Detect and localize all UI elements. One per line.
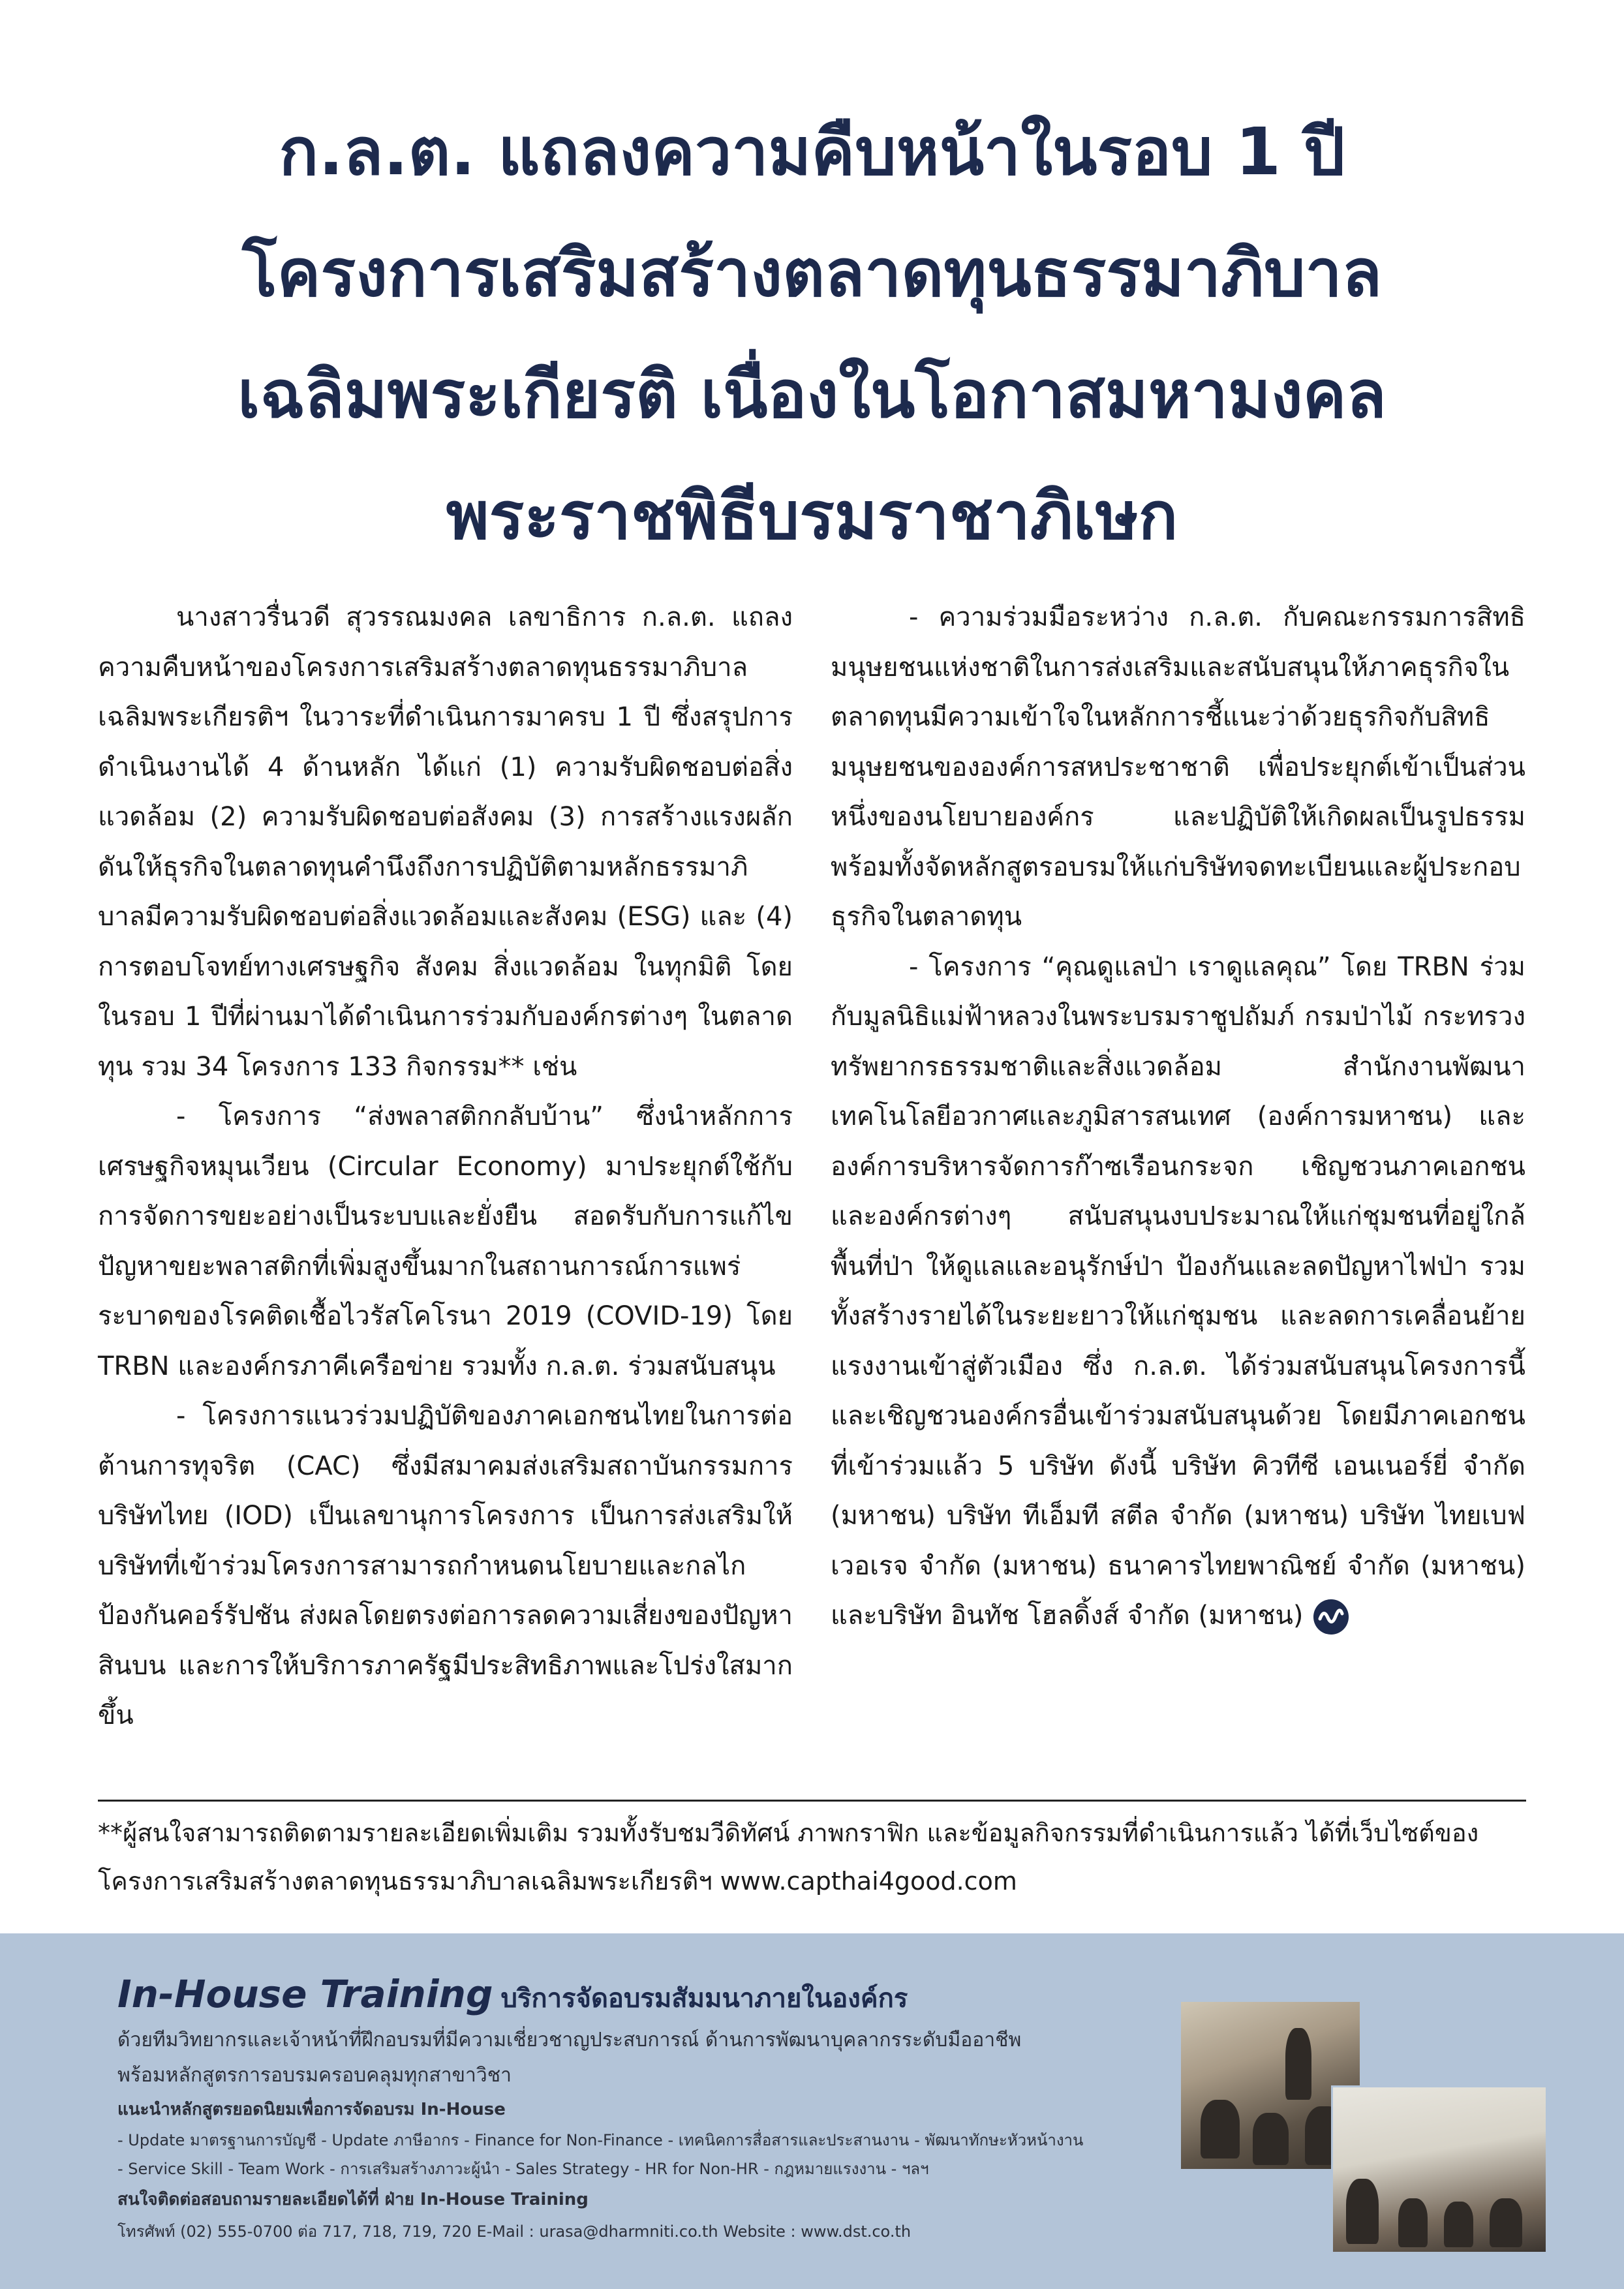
training-photo-2 bbox=[1331, 2085, 1548, 2254]
footnote bbox=[98, 1809, 1533, 1905]
banner-courses-2: - Service Skill - Team Work - การเสริมสร้างภาวะผู้นำ - Sales Strategy - HR for Non-HR - กฎหมายแรงงาน - ฯลฯ bbox=[117, 2160, 929, 2178]
headline-line-3: เฉลิมพระเกียรติ เนื่องในโอกาสมหามงคล bbox=[237, 356, 1387, 433]
banner-contact-heading: สนใจติดต่อสอบถามรายละเอียดได้ที่ ฝ่าย In-House Training bbox=[117, 2190, 589, 2209]
headline-line-2: โครงการเสริมสร้างตลาดทุนธรรมาภิบาล bbox=[241, 235, 1383, 311]
paragraph-intro: นางสาวรื่นวดี สุวรรณมงคล เลขาธิการ ก.ล.ต. แถลงความคืบหน้าของโครงการเสริมสร้างตลาดทุนธรรมาภิบาลเฉลิมพระเกียรติฯ ในวาระที่ดำเนินการมาครบ 1 ปี ซึ่งสรุปการดำเนินงานได้ 4 ด้านหลัก ได้แก่ (1) ความรับผิดชอบต่อสิ่งแวดล้อม (2) ความรับผิดชอบต่อสังคม (3) การสร้างแรงผลักดันให้ธุรกิจในตลาดทุนคำนึงถึงการปฏิบัติตามหลักธรรมาภิบาลมีความรับผิดชอบต่อสิ่งแวดล้อมและสังคม (ESG) และ (4) การตอบโจทย์ทางเศรษฐกิจ สังคม สิ่งแวดล้อม ในทุกมิติ โดยในรอบ 1 ปีที่ผ่านมาได้ดำเนินการร่วมกับองค์กรต่างๆ ในตลาดทุน รวม 34 โครงการ 133 กิจกรรม** เช่น bbox=[98, 602, 793, 1082]
wave-logo-icon bbox=[1313, 1599, 1349, 1635]
footnote-line-1: **ผู้สนใจสามารถติดตามรายละเอียดเพิ่มเติม รวมทั้งรับชมวีดิทัศน์ ภาพกราฟิก และข้อมูลกิจกรรมที่ดำเนินการแล้ว ได้ที่เว็บไซต์ของ bbox=[98, 1819, 1479, 1847]
paragraph-human-rights: - ความร่วมมือระหว่าง ก.ล.ต. กับคณะกรรมการสิทธิมนุษยชนแห่งชาติในการส่งเสริมและสนับสนุนให้ภาคธุรกิจในตลาดทุนมีความเข้าใจในหลักการชี้แนะว่าด้วยธุรกิจกับสิทธิมนุษยชนขององค์การสหประชาชาติ เพื่อประยุกต์เข้าเป็นส่วนหนึ่งของนโยบายองค์กร และปฏิบัติให้เกิดผลเป็นรูปธรรม พร้อมทั้งจัดหลักสูตรอบรมให้แก่บริษัทจดทะเบียนและผู้ประกอบธุรกิจในตลาดทุน bbox=[831, 602, 1525, 932]
paragraph-plastic-project: - โครงการ “ส่งพลาสติกกลับบ้าน” ซึ่งนำหลักการเศรษฐกิจหมุนเวียน (Circular Economy) มาประยุกต์ใช้กับการจัดการขยะอย่างเป็นระบบและยั่งยืน สอดรับกับการแก้ไขปัญหาขยะพลาสติกที่เพิ่มสูงขึ้นมากในสถานการณ์การแพร่ระบาดของโรคติดเชื้อไวรัสโคโรนา 2019 (COVID-19) โดย TRBN และองค์กรภาคีเครือข่าย รวมทั้ง ก.ล.ต. ร่วมสนับสนุน bbox=[98, 1101, 793, 1381]
paragraph-forest-project bbox=[831, 942, 1525, 1641]
banner-title bbox=[117, 1972, 908, 2019]
headline-line-1: ก.ล.ต. แถลงความคืบหน้าในรอบ 1 ปี bbox=[279, 114, 1345, 190]
banner-details bbox=[117, 2023, 1161, 2247]
banner-courses-heading: แนะนำหลักสูตรยอดนิยมเพื่อการจัดอบรม In-House bbox=[117, 2100, 506, 2119]
headline bbox=[78, 91, 1546, 577]
banner-contact-line: โทรศัพท์ (02) 555-0700 ต่อ 717, 718, 719, 720 E-Mail : urasa@dharmniti.co.th Website : www.dst.co.th bbox=[117, 2222, 912, 2241]
banner-courses-1: - Update มาตรฐานการบัญชี - Update ภาษีอากร - Finance for Non-Finance - เทคนิคการสื่อสารและประสานงาน - พัฒนาทักษะหัวหน้างาน bbox=[117, 2131, 1084, 2149]
banner-subtitle: บริการจัดอบรมสัมมนาภายในองค์กร bbox=[500, 1984, 908, 2014]
banner-intro-1: ด้วยทีมวิทยากรและเจ้าหน้าที่ฝึกอบรมที่มีความเชี่ยวชาญประสบการณ์ ด้านการพัฒนาบุคลากรระดับมืออาชีพ bbox=[117, 2029, 1022, 2051]
paragraph-cac-project: - โครงการแนวร่วมปฏิบัติของภาคเอกชนไทยในการต่อต้านการทุจริต (CAC) ซึ่งมีสมาคมส่งเสริมสถาบันกรรมการบริษัทไทย (IOD) เป็นเลขานุการโครงการ เป็นการส่งเสริมให้บริษัทที่เข้าร่วมโครงการสามารถกำหนดนโยบายและกลไกป้องกันคอร์รัปชัน ส่งผลโดยตรงต่อการลดความเสี่ยงของปัญหาสินบน และการให้บริการภาครัฐมีประสิทธิภาพและโปร่งใสมากขึ้น bbox=[98, 1401, 793, 1730]
article-right-column bbox=[831, 592, 1525, 1641]
footnote-divider bbox=[98, 1800, 1526, 1802]
paragraph-forest-text: - โครงการ “คุณดูแลป่า เราดูแลคุณ” โดย TRBN ร่วมกับมูลนิธิแม่ฟ้าหลวงในพระบรมราชูปถัมภ์ กรมป่าไม้ กระทรวงทรัพยากรธรรมชาติและสิ่งแวดล้อม สำนักงานพัฒนาเทคโนโลยีอวกาศและภูมิสารสนเทศ (องค์การมหาชน) และองค์การบริหารจัดการก๊าซเรือนกระจก เชิญชวนภาคเอกชนและองค์กรต่างๆ สนับสนุนงบประมาณให้แก่ชุมชนที่อยู่ใกล้พื้นที่ป่า ให้ดูแลและอนุรักษ์ป่า ป้องกันและลดปัญหาไฟป่า รวมทั้งสร้างรายได้ในระยะยาวให้แก่ชุมชน และลดการเคลื่อนย้ายแรงงานเข้าสู่ตัวเมือง ซึ่ง ก.ล.ต. ได้ร่วมสนับสนุนโครงการนี้ และเชิญชวนองค์กรอื่นเข้าร่วมสนับสนุนด้วย โดยมีภาคเอกชนที่เข้าร่วมแล้ว 5 บริษัท ดังนี้ บริษัท คิวทีซี เอนเนอร์ยี่ จำกัด (มหาชน) บริษัท ทีเอ็มที สตีล จำกัด (มหาชน) บริษัท ไทยเบฟ เวอเรจ จำกัด (มหาชน) ธนาคารไทยพาณิชย์ จำกัด (มหาชน) และบริษัท อินทัช โฮลดิ้งส์ จำกัด (มหาชน) bbox=[831, 951, 1525, 1631]
article-left-column bbox=[98, 592, 793, 1741]
headline-line-4: พระราชพิธีบรมราชาภิเษก bbox=[446, 478, 1178, 554]
footnote-line-2: โครงการเสริมสร้างตลาดทุนธรรมาภิบาลเฉลิมพระเกียรติฯ www.capthai4good.com bbox=[98, 1867, 1017, 1896]
banner-title-main: In-House Training bbox=[117, 1972, 493, 2016]
banner-intro-2: พร้อมหลักสูตรการอบรมครอบคลุมทุกสาขาวิชา bbox=[117, 2064, 512, 2087]
